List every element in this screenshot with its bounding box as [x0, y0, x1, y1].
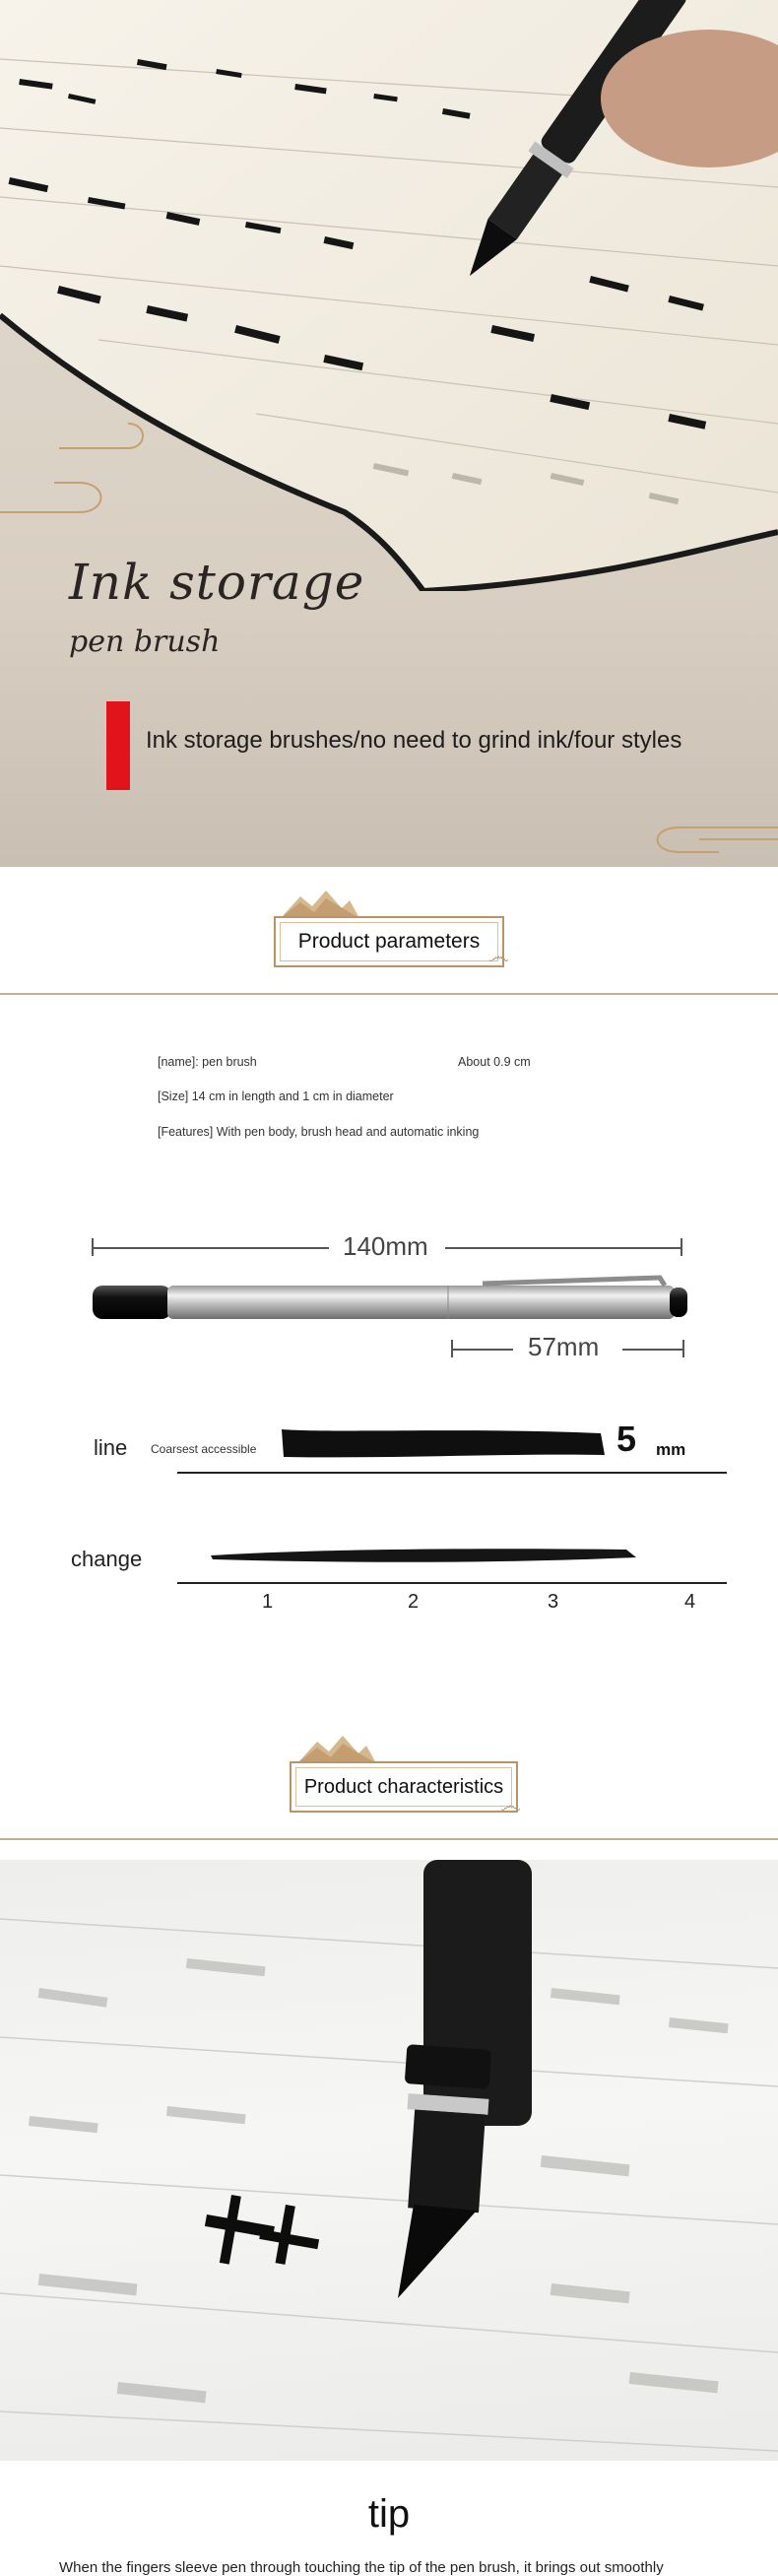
scale-mark: 4 [684, 1591, 696, 1613]
dimension-tick [681, 1238, 682, 1256]
dimension-line [445, 1247, 681, 1249]
dimension-line [622, 1349, 683, 1351]
brush-writing-image [0, 1860, 778, 2461]
calligraphy-paper-image [0, 0, 778, 591]
change-row-baseline [177, 1582, 727, 1584]
line-row-value: 5 [616, 1419, 637, 1459]
hero-tagline: Ink storage brushes/no need to grind ink/four styles [146, 727, 682, 754]
hero-title: Ink storage [69, 554, 365, 611]
scale-mark: 2 [408, 1591, 420, 1613]
section-divider [0, 993, 778, 995]
red-accent-bar [106, 701, 130, 790]
cloud-ornament-icon [620, 808, 778, 857]
dimension-line [452, 1349, 513, 1351]
param-size: [Size] 14 cm in length and 1 cm in diameter [158, 1090, 394, 1103]
section-title: Product characteristics [303, 1775, 504, 1798]
mountain-emblem-icon [281, 889, 359, 918]
params-section-header [0, 867, 778, 995]
mountain-emblem-icon [297, 1734, 376, 1763]
section-title-plaque [290, 1761, 518, 1813]
cloud-ornament-icon: ෴ [488, 944, 509, 968]
head-length-label: 57mm [528, 1332, 600, 1361]
line-row-unit: mm [656, 1440, 686, 1459]
change-row-label: change [71, 1547, 143, 1571]
line-row-note: Coarsest accessible [151, 1442, 257, 1456]
param-about: About 0.9 cm [458, 1055, 531, 1069]
dimension-line [93, 1247, 329, 1249]
param-name: [name]: pen brush [158, 1055, 257, 1069]
line-row-baseline [177, 1472, 727, 1474]
line-row-label: line [94, 1435, 128, 1460]
length-label: 140mm [343, 1231, 428, 1261]
scale-mark: 3 [548, 1591, 559, 1613]
section-divider [0, 1838, 778, 1840]
tip-text: When the fingers sleeve pen through touching the tip of the pen brush, it brings out smoothly [59, 2559, 664, 2576]
dimension-tick [682, 1340, 684, 1357]
cloud-ornament-icon: ෴ [500, 1793, 521, 1817]
scale-mark: 1 [262, 1591, 274, 1613]
section-title-plaque [274, 916, 504, 967]
tip-title: tip [367, 2492, 411, 2536]
tapered-stroke-sample [207, 1542, 640, 1571]
hero-subtitle: pen brush [69, 625, 221, 659]
thick-stroke-sample [276, 1423, 611, 1463]
chars-section-header [0, 1714, 778, 1842]
pen-image [89, 1266, 689, 1325]
param-features: [Features] With pen body, brush head and automatic inking [158, 1125, 480, 1139]
hero-banner [0, 0, 778, 867]
section-title: Product parameters [297, 930, 481, 953]
